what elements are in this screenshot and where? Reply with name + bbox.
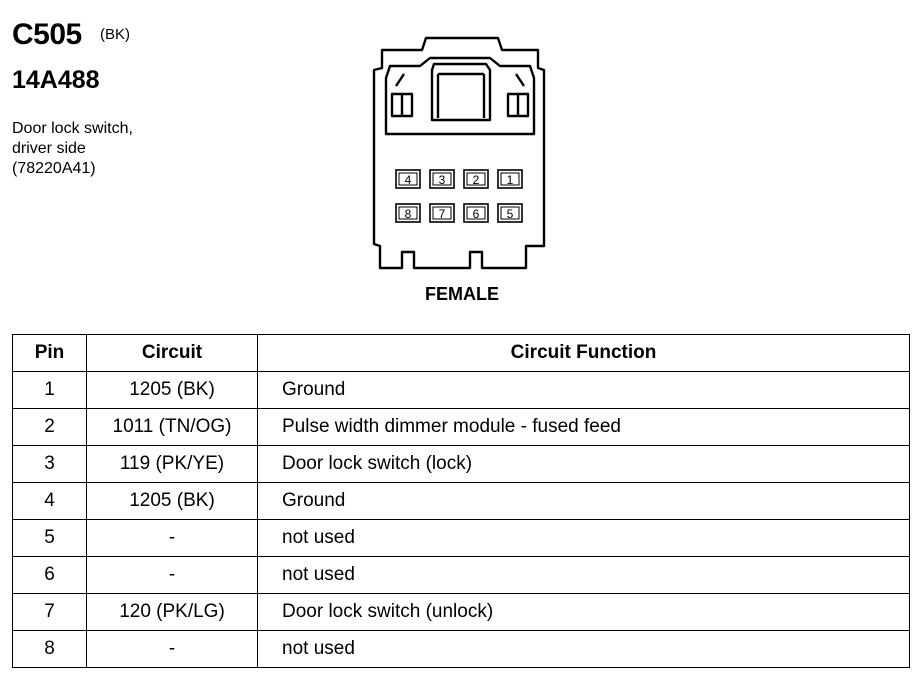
connector-inner-frame <box>386 58 534 134</box>
description-line: driver side <box>12 140 86 157</box>
table-row <box>13 446 910 483</box>
function-cell: not used <box>258 520 910 557</box>
connector-id: C505 <box>12 18 82 51</box>
connector-color: (BK) <box>100 26 130 43</box>
table-row <box>13 520 910 557</box>
circuit-cell: 120 (PK/LG) <box>87 594 258 631</box>
circuit-cell: - <box>87 631 258 668</box>
pin-cell: 6 <box>13 557 87 594</box>
column-header-pin: Pin <box>13 335 87 372</box>
circuit-cell: - <box>87 520 258 557</box>
table-row <box>13 409 910 446</box>
column-header-circuit: Circuit <box>87 335 258 372</box>
connector-housing-outline <box>374 38 544 268</box>
table-row <box>13 372 910 409</box>
connector-gender: FEMALE <box>425 284 499 304</box>
table-row <box>13 557 910 594</box>
function-cell: Door lock switch (lock) <box>258 446 910 483</box>
circuit-cell: - <box>87 557 258 594</box>
pin-number-label: 4 <box>404 173 412 187</box>
pin-number-label: 6 <box>472 207 480 221</box>
pin-number-label: 8 <box>404 207 412 221</box>
pin-cell: 3 <box>13 446 87 483</box>
function-cell: Ground <box>258 372 910 409</box>
table-row <box>13 594 910 631</box>
description-line: Door lock switch, <box>12 120 133 137</box>
pinout-table <box>12 334 910 668</box>
connector-face-diagram <box>360 20 560 280</box>
table-header-row <box>13 335 910 372</box>
pin-cell: 1 <box>13 372 87 409</box>
function-cell: not used <box>258 631 910 668</box>
pin-cell: 2 <box>13 409 87 446</box>
pinout-table-body <box>13 372 910 668</box>
table-row <box>13 483 910 520</box>
circuit-cell: 1205 (BK) <box>87 483 258 520</box>
cavity-group <box>396 170 522 222</box>
column-header-function: Circuit Function <box>258 335 910 372</box>
pin-cell: 7 <box>13 594 87 631</box>
circuit-cell: 1205 (BK) <box>87 372 258 409</box>
circuit-cell: 1011 (TN/OG) <box>87 409 258 446</box>
function-cell: Ground <box>258 483 910 520</box>
pin-number-label: 1 <box>506 173 514 187</box>
circuit-cell: 119 (PK/YE) <box>87 446 258 483</box>
pin-cell: 4 <box>13 483 87 520</box>
pin-number-label: 2 <box>472 173 480 187</box>
table-row <box>13 631 910 668</box>
function-cell: not used <box>258 557 910 594</box>
pin-cell: 5 <box>13 520 87 557</box>
pin-number-label: 7 <box>438 207 446 221</box>
function-cell: Pulse width dimmer module - fused feed <box>258 409 910 446</box>
description-line: (78220A41) <box>12 160 96 177</box>
pin-number-label: 5 <box>506 207 514 221</box>
connector-description <box>12 119 133 179</box>
part-number: 14A488 <box>12 66 100 94</box>
pin-number-label: 3 <box>438 173 446 187</box>
pin-cell: 8 <box>13 631 87 668</box>
function-cell: Door lock switch (unlock) <box>258 594 910 631</box>
locking-tab <box>432 64 490 120</box>
